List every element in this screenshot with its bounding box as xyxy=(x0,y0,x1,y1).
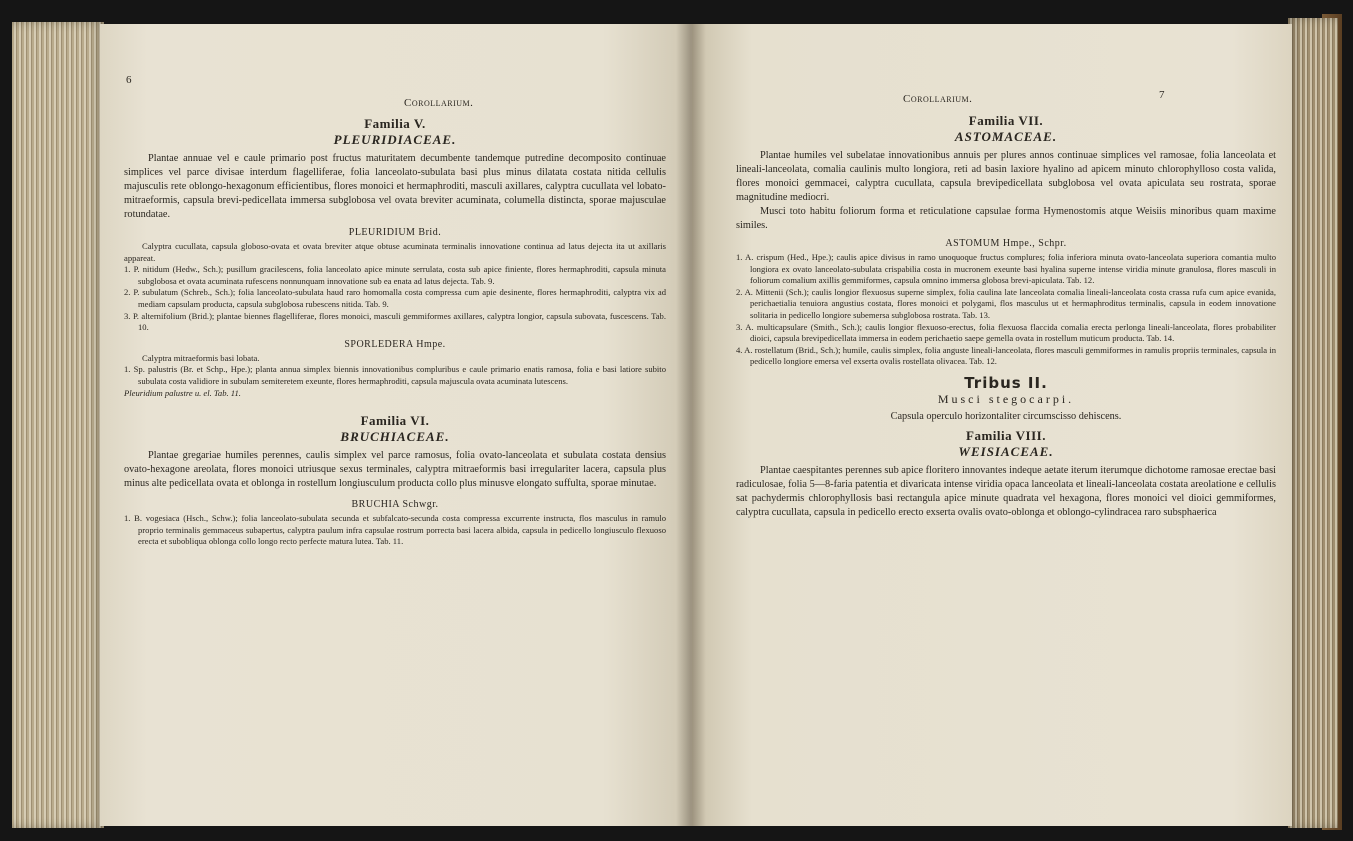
species-entry: 2. P. subulatum (Schreb., Sch.); folia lanceolato-subulata haud raro homomalla costa compressa cum apie desinente, flores hermaphroditi, calyptra vix ad mediam capsulam producta, capsula subglobosa rubescens nitida. Tab. 9. xyxy=(124,287,666,309)
species-entry: 2. A. Mittenii (Sch.); caulis longior flexuosus superne simplex, folia caulina late lanceolata comalia lineali-lanceolata costa crassa rufa cum apice evanida, perichaetialia tenuiora angustius costata, flores monoici et polygami, flos masculus ut et hermaphroditus terminalis, capsula in eodem innovatione solitaria in pedicello longiore subemersa subglobosa rostrata. Tab. 13. xyxy=(736,286,1276,320)
family-description: Plantae caespitantes perennes sub apice floritero innovantes indeque aetate iterum iterumque dichotome ramosae erectae basi radiculosae, folia 5—8-faria patentia et divaricata intense viridia opaca lanceolata et lineali-lanceolata costata areolatione e cellulis sat pachydermis chlorophyllosis basi rectangula apice minute quadrata vel hexagona, flores monoici vel dioici gemmiformes, calyptra cucullata, capsula in pedicello erecto exserta ovalis ovato-oblonga et oblongo-cylindracea raro subsphaerica xyxy=(736,464,1276,518)
species-entry: 1. A. crispum (Hed., Hpe.); caulis apice divisus in ramo unoquoque fructus complures; folia inferiora minuta ovato-lanceolata superiora comantia multo longiora ex ovato lanceolato-subulata crispabilia costa in mucronem exeunte basi hyalina superne intense viridia minute granulosa, flores masculi in foliorum comalium axillis gemmiformes, capsula omnino immersa globosa brevi-apiculata. Tab. 12. xyxy=(736,252,1276,286)
tribus-title: Tribus II. xyxy=(964,373,1048,392)
genus-heading: ASTOMUM Hmpe., Schpr. xyxy=(945,238,1067,249)
family-title: Familia VI. xyxy=(360,413,430,429)
family-description: Plantae gregariae humiles perennes, caulis simplex vel parce ramosus, folia ovato-lanceolata et subulata costata densius ovato-hexagone areolata, flores monoici utriusque sexus terminales, calyptra mitraeformis basi irregulariter lacera, capsula plus minus alte pedicellata ovata et oblonga in rostellum longiusculum producta collo plus minusve elongato suffulta, sporae minutae. xyxy=(124,450,666,490)
genus-heading: SPORLEDERA Hmpe. xyxy=(344,338,446,350)
family-name: WEISIACEAE. xyxy=(958,443,1054,459)
species-entry: 3. P. alternifolium (Brid.); plantae biennes flagelliferae, flores monoici, masculi gemmiformes axillares, calyptra longior, capsula subovata, fuscescens. Tab. 10. xyxy=(124,310,666,333)
family-title: Familia V. xyxy=(364,116,426,131)
species-entry: 1. Sp. palustris (Br. et Schp., Hpe.); planta annua simplex biennis innovationibus compluribus e caule primario enatis ramosa, folia e basi latiore subito subulata costa validiore in subulam semiteretem exeunte, flores hermaphroditi, capsula majuscula ovata acuminata lutescens. xyxy=(124,364,666,386)
synonym-line: Pleuridium palustre u. el. Tab. 11. xyxy=(124,387,241,398)
page-number: 7 xyxy=(1159,89,1165,101)
left-page xyxy=(100,24,692,826)
family-title: Familia VII. xyxy=(968,113,1044,128)
running-head: Corollarium. xyxy=(903,93,973,105)
tribus-name: Musci stegocarpi. xyxy=(937,391,1075,406)
species-entry: 3. A. multicapsulare (Smith., Sch.); caulis longior flexuoso-erectus, folia flexuosa flaccida comalia erecta perlonga lineali-lanceolata, flores probabiliter dioici, capsula brevipedicellata immersa in eodem perichaetio saepe gemella ovata in rostellum muticum producta. Tab. 14. xyxy=(736,321,1276,344)
genus-heading: PLEURIDIUM Brid. xyxy=(348,227,442,238)
species-entry: 1. B. vogesiaca (Hsch., Schw.); folia lanceolato-subulata secunda et subfalcato-secunda costa compressa excurrente instructa, flos masculus in ramulo proprio terminalis gemmaceus subapertus, calyptra paulum infra capsulae rostrum porrecta basi lacera albida, capsula in pedicello longiusculo flexuoso erecta et subobliqua oblonga collo longo recto perfecte matura lutea. Tab. 11. xyxy=(124,513,666,547)
book-gutter xyxy=(676,24,706,826)
tribus-description: Capsula operculo horizontaliter circumscisso dehiscens. xyxy=(890,410,1122,422)
right-page-edges xyxy=(1288,18,1338,828)
genus-heading: BRUCHIA Schwgr. xyxy=(351,499,439,511)
species-entry: 1. P. nitidum (Hedw., Sch.); pusillum gracilescens, folia lanceolato apice minute serrulata, costa sub apice finiente, flores hermaphroditi, capsula minuta subglobosa et ovata acuminata rufescens nonnunquam innovatione sub ea enata ad latus dejecta. Tab. 9. xyxy=(124,264,666,286)
family-name: ASTOMACEAE. xyxy=(954,129,1058,144)
family-name: PLEURIDIACEAE. xyxy=(333,132,457,147)
page-number: 6 xyxy=(126,74,132,86)
right-column xyxy=(736,113,1276,520)
family-name: BRUCHIACEAE. xyxy=(340,429,450,445)
species-entry: 4. A. rostellatum (Brid., Sch.); humile, caulis simplex, folia anguste lineali-lanceolata, flores masculi gemmiformes in ramulis propriis terminales, capsula in pedicello longiore emersa vel exserta ovalis rostellata olivacea. Tab. 12. xyxy=(736,344,1276,367)
family-title: Familia VIII. xyxy=(966,427,1046,443)
left-column xyxy=(124,116,666,548)
family-description: Plantae annuae vel e caule primario post fructus maturitatem decumbente tandemque putredine decomposito continuae simplices vel parce divisae interdum flagelliferae, folia lanceolato-subulata basi plus minus dilatata costata nitida cellulis majusculis rete oblongo-hexagonum efficientibus, flores monoici et hermaphroditi, masculi axillares, calyptra cucullata vel lobato-mitraeformis, capsula brevi-pedicellata immersa subglobosa vel ovata breviter acuminata, columella distincta, sporae majusculae rotundatae. xyxy=(124,153,666,220)
family-description: Plantae humiles vel subelatae innovationibus annuis per plures annos continuae simplices vel ramosae, folia lanceolata et lineali-lanceolata, comalia caulinis multo longiora, reti ad basin laxiore hyalino ad apicem minuto chlorophylloso costa valida, flores monoici gemmacei, calyptra cucullata, capsula brevipedicellata subglobosa vel ovata apiculata seu rostrata, sporae magnitudine mediocri. xyxy=(736,150,1276,203)
running-head: Corollarium. xyxy=(404,97,474,109)
genus-intro: Calyptra mitraeformis basi lobata. xyxy=(142,352,260,363)
left-page-edges xyxy=(12,22,104,828)
genus-intro: Calyptra cucullata, capsula globoso-ovata et ovata breviter atque obtuse acuminata terminalis innovatione continua ad latus dejecta ita ut axillaris appareat. xyxy=(124,241,666,263)
family-note: Musci toto habitu foliorum forma et reticulatione capsulae forma Hymenostomis atque Weisiis minoribus quam maxime similes. xyxy=(736,206,1276,231)
